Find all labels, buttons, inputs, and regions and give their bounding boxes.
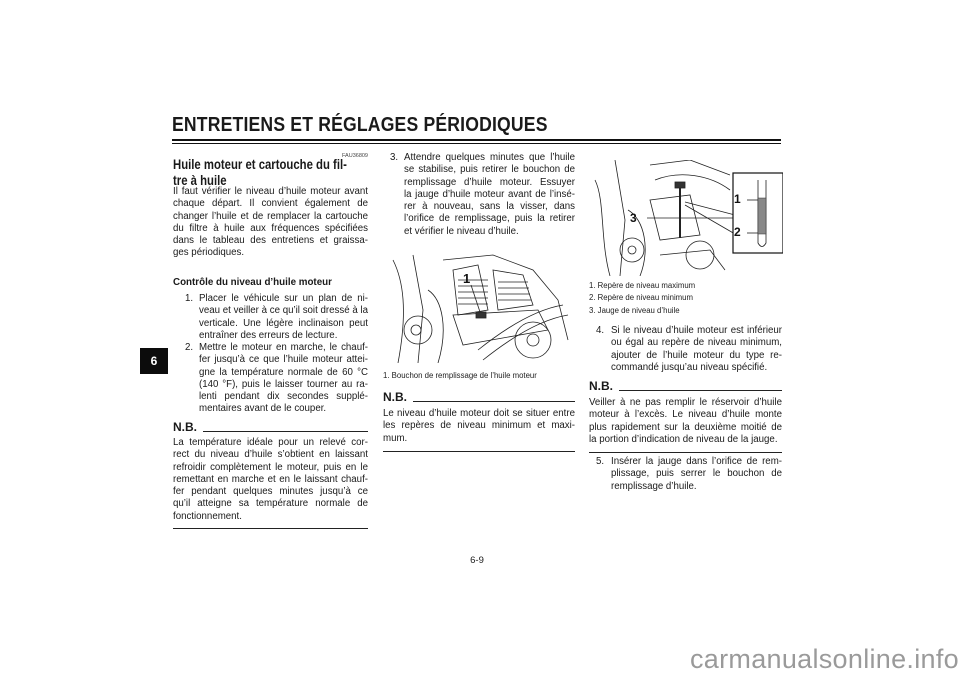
step-number: 1. bbox=[185, 293, 194, 304]
note-2-text bbox=[383, 408, 575, 445]
text-line: fer pendant quelques minutes jusqu’à ce bbox=[173, 486, 368, 498]
text-line: fonctionnement. bbox=[173, 510, 242, 522]
text-line: Il faut vérifier le niveau d’huile moteur avant bbox=[173, 186, 368, 197]
text-line: ges périodiques. bbox=[173, 247, 245, 259]
callout-3: 3 bbox=[630, 211, 637, 225]
step-number: 4. bbox=[596, 325, 605, 336]
text-line: changer l’huile et de remplacer la cartouche bbox=[173, 210, 368, 222]
note-rule bbox=[203, 431, 368, 432]
text-line: plissage, puis serrer le bouchon de bbox=[611, 468, 782, 480]
step-5-text bbox=[611, 456, 782, 493]
text-line: Attendre quelques minutes que l’huile bbox=[404, 152, 575, 163]
text-line: Placer le véhicule sur un plan de ni- bbox=[199, 293, 368, 304]
text-line: refroidir complètement le moteur, puis en le bbox=[173, 461, 368, 473]
note-end-rule bbox=[589, 452, 782, 453]
section-title-line-2: tre à huile bbox=[173, 173, 227, 188]
note-end-rule bbox=[173, 528, 368, 529]
note-label: N.B. bbox=[589, 379, 613, 393]
text-line: verticale. Une légère inclinaison peut bbox=[199, 317, 368, 329]
figure-caption: 1. Repère de niveau maximum bbox=[589, 281, 696, 290]
text-line: chaque départ. Il convient également de bbox=[173, 198, 368, 210]
text-line: qu’il atteigne sa température normale de bbox=[173, 498, 368, 510]
text-line: Le niveau d’huile moteur doit se situer entre bbox=[383, 408, 575, 419]
text-line: se stabilise, puis retirer le bouchon de bbox=[404, 164, 575, 176]
text-line: La température idéale pour un relevé cor- bbox=[173, 437, 368, 448]
text-line: l’orifice de remplissage, puis la retirer bbox=[404, 213, 575, 225]
text-line: fer jusqu’à ce que l’huile moteur attei- bbox=[199, 354, 368, 366]
text-line: Si le niveau d’huile moteur est inférieur bbox=[611, 325, 782, 336]
note-label: N.B. bbox=[383, 390, 407, 404]
note-end-rule bbox=[383, 451, 575, 452]
callout-1: 1 bbox=[463, 271, 471, 286]
step-number: 2. bbox=[185, 342, 194, 353]
section-title-line-1: Huile moteur et cartouche du fil- bbox=[173, 157, 347, 172]
step-number: 3. bbox=[390, 152, 399, 163]
text-line: mentaires avant de le couper. bbox=[199, 403, 327, 415]
page-number: 6-9 bbox=[470, 555, 484, 566]
text-line: les repères de niveau minimum et maxi- bbox=[383, 420, 575, 432]
note-label: N.B. bbox=[173, 420, 197, 434]
step-2-text bbox=[199, 342, 368, 416]
note-3-text bbox=[589, 397, 782, 446]
text-line: moteur à l’excès. Le niveau d’huile monte bbox=[589, 409, 782, 421]
chapter-tab: 6 bbox=[140, 348, 168, 374]
text-line: Veiller à ne pas remplir le réservoir d’huile bbox=[589, 397, 782, 408]
callout-2: 2 bbox=[734, 225, 741, 239]
text-line: mum. bbox=[383, 432, 408, 444]
step-4-text bbox=[611, 325, 782, 374]
text-line: veau et veiller à ce qu’il soit dressé à la bbox=[199, 305, 368, 317]
text-line: commandé jusqu’au niveau spécifié. bbox=[611, 361, 768, 373]
text-line: lenti pendant dix secondes supplé- bbox=[199, 391, 368, 403]
watermark: carmanualsonline.info bbox=[690, 644, 959, 674]
note-1-text bbox=[173, 437, 368, 523]
step-1-text bbox=[199, 293, 368, 342]
text-line: rect du niveau d’huile s’obtient en laissant bbox=[173, 449, 368, 461]
text-line: la portion d’indication de niveau de la jauge. bbox=[589, 433, 778, 445]
callout-1: 1 bbox=[734, 192, 741, 206]
reference-code: FAU36809 bbox=[342, 153, 368, 159]
engine-oil-filler-cap-illustration bbox=[383, 250, 576, 363]
note-rule bbox=[413, 401, 575, 402]
text-line: ajouter de l’huile moteur du type re- bbox=[611, 349, 782, 361]
figure-caption: 3. Jauge de niveau d’huile bbox=[589, 306, 680, 315]
text-line: Mettre le moteur en marche, le chauf- bbox=[199, 342, 368, 353]
note-rule bbox=[619, 390, 782, 391]
intro-paragraph bbox=[173, 186, 368, 260]
text-line: remettant en marche et en le laissant chauf- bbox=[173, 473, 368, 485]
text-line: (140 °F), puis le laisser tourner au ra- bbox=[199, 378, 368, 390]
step-3-text bbox=[404, 152, 575, 238]
figure-caption: 1. Bouchon de remplissage de l’huile moteur bbox=[383, 371, 537, 380]
text-line: entraîner des erreurs de lecture. bbox=[199, 329, 338, 341]
oil-dipstick-illustration bbox=[590, 160, 783, 276]
subheading: Contrôle du niveau d’huile moteur bbox=[173, 277, 332, 288]
text-line: gne la température normale de 60 °C bbox=[199, 366, 368, 378]
step-number: 5. bbox=[596, 456, 605, 467]
text-line: plus rapidement sur la deuxième moitié de bbox=[589, 421, 782, 433]
text-line: Insérer la jauge dans l’orifice de rem- bbox=[611, 456, 782, 467]
text-line: remplissage d’huile. bbox=[611, 480, 697, 492]
page-header-title: ENTRETIENS ET RÉGLAGES PÉRIODIQUES bbox=[172, 114, 548, 136]
text-line: remplissage d’huile moteur. Essuyer bbox=[404, 176, 575, 188]
text-line: la jauge d’huile moteur avant de l’insé- bbox=[404, 188, 575, 200]
header-rule-thin bbox=[172, 143, 781, 144]
figure-caption: 2. Repère de niveau minimum bbox=[589, 293, 694, 302]
header-rule bbox=[172, 139, 781, 141]
text-line: dans le tableau des entretiens et graissa- bbox=[173, 235, 368, 247]
text-line: du filtre à huile aux fréquences spécifiées bbox=[173, 222, 368, 234]
text-line: ou égal au repère de niveau minimum, bbox=[611, 337, 782, 349]
text-line: et vérifier le niveau d’huile. bbox=[404, 225, 519, 237]
text-line: rer à nouveau, sans la visser, dans bbox=[404, 201, 575, 213]
